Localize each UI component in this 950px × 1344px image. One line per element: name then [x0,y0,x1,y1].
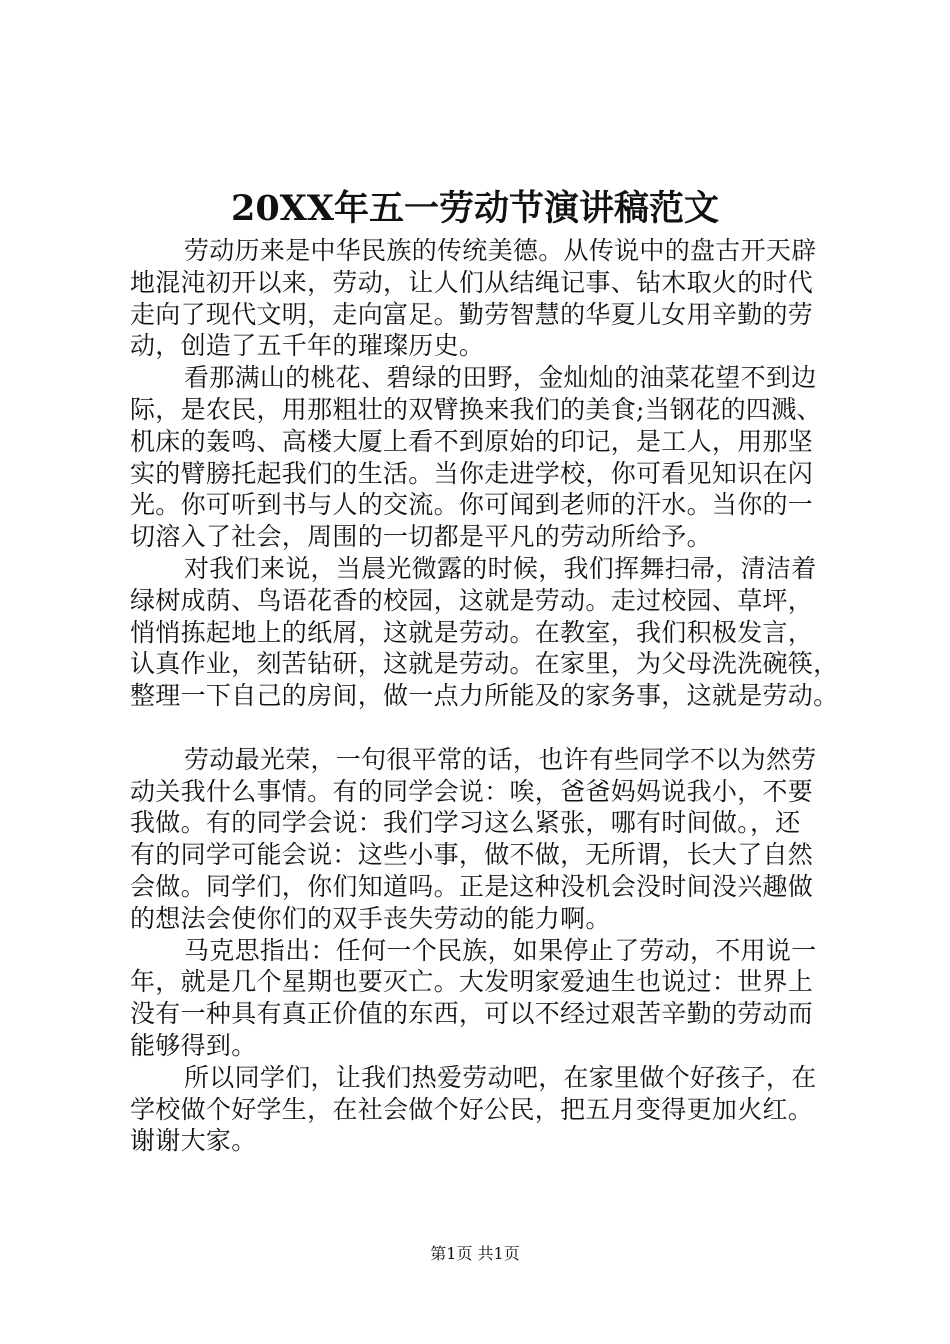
paragraph-line: 地混沌初开以来，劳动，让人们从结绳记事、钻木取火的时代 [130,267,814,297]
paragraph-line: 绿树成荫、鸟语花香的校园，这就是劳动。走过校园、草坪， [130,585,814,615]
paragraph-line: 有的同学可能会说：这些小事，做不做，无所谓，长大了自然 [130,840,814,870]
paragraph-line: 对我们来说，当晨光微露的时候，我们挥舞扫帚，清洁着 [184,553,817,583]
document-body [130,235,850,1157]
paragraph-line: 所以同学们，让我们热爱劳动吧，在家里做个好孩子，在 [184,1062,817,1092]
blank-line [130,712,850,744]
paragraph-line: 整理一下自己的房间，做一点力所能及的家务事，这就是劳动。 [130,681,839,711]
paragraph-line: 会做。同学们，你们知道吗。正是这种没机会没时间没兴趣做 [130,871,814,901]
paragraph-line: 马克思指出：任何一个民族，如果停止了劳动，不用说一 [184,935,817,965]
paragraph-line: 谢谢大家。 [130,1126,257,1156]
paragraph-line: 走向了现代文明，走向富足。勤劳智慧的华夏儿女用辛勤的劳 [130,299,814,329]
paragraph-line: 劳动最光荣，一句很平常的话，也许有些同学不以为然劳 [184,744,817,774]
paragraph-line: 动关我什么事情。有的同学会说：唉，爸爸妈妈说我小，不要 [130,776,814,806]
paragraph-line: 能够得到。 [130,1030,257,1060]
paragraph-line: 的想法会使你们的双手丧失劳动的能力啊。 [130,903,611,933]
paragraph-line: 悄悄拣起地上的纸屑，这就是劳动。在教室，我们积极发言， [130,617,814,647]
paragraph-line: 动，创造了五千年的璀璨历史。 [130,331,485,361]
paragraph-line: 切溶入了社会，周围的一切都是平凡的劳动所给予。 [130,522,712,552]
paragraph-line: 光。你可听到书与人的交流。你可闻到老师的汗水。当你的一 [130,490,814,520]
paragraph-line: 实的臂膀托起我们的生活。当你走进学校，你可看见知识在闪 [130,458,814,488]
paragraph-line: 学校做个好学生，在社会做个好公民，把五月变得更加火红。 [130,1094,814,1124]
paragraph-line: 认真作业，刻苦钻研，这就是劳动。在家里，为父母洗洗碗筷， [130,649,839,679]
document-title: 20XX年五一劳动节演讲稿范文 [230,188,720,229]
paragraph-line: 没有一种具有真正价值的东西，可以不经过艰苦辛勤的劳动而 [130,999,814,1029]
paragraph-line: 劳动历来是中华民族的传统美德。从传说中的盘古开天辟 [184,236,817,265]
page-number-footer: 第1页 共1页 [430,1244,520,1263]
paragraph-line: 际，是农民，用那粗壮的双臂换来我们的美食;当钢花的四溅、 [130,394,822,424]
paragraph-line: 年，就是几个星期也要灭亡。大发明家爱迪生也说过：世界上 [130,967,814,997]
paragraph-line: 机床的轰鸣、高楼大厦上看不到原始的印记，是工人，用那坚 [130,426,814,456]
paragraph-line: 看那满山的桃花、碧绿的田野，金灿灿的油菜花望不到边 [184,363,817,393]
paragraph-line: 我做。有的同学会说：我们学习这么紧张，哪有时间做。，还 [130,808,801,838]
